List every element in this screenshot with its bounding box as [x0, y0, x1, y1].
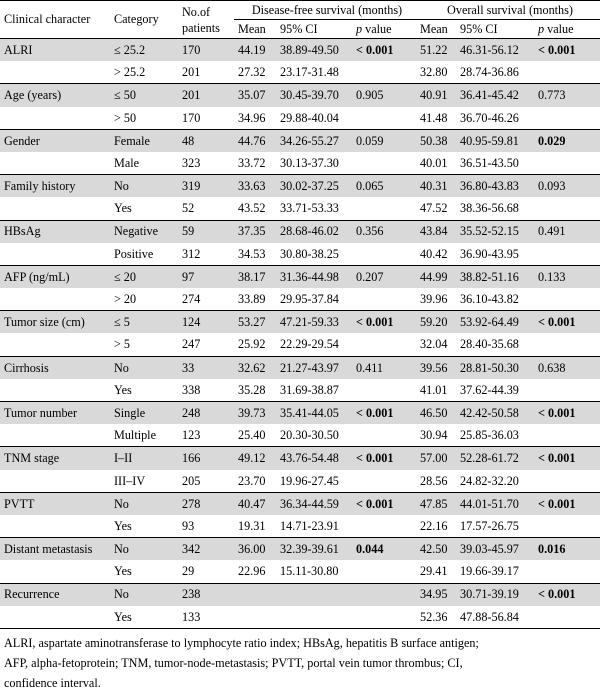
- cell-dfs-pvalue: [352, 515, 416, 538]
- cell-patients: 170: [178, 39, 234, 62]
- cell-os-mean: 46.50: [416, 402, 456, 425]
- cell-dfs-ci: 15.11-30.80: [280, 564, 339, 579]
- cell-os-mean: 39.56: [416, 356, 456, 379]
- cell-clinical-character: TNM stage: [0, 447, 110, 470]
- cell-dfs-ci: 43.76-54.48: [276, 447, 352, 470]
- cell-dfs-pvalue: [352, 424, 416, 447]
- cell-category: No: [110, 175, 178, 198]
- cell-os-pvalue: 0.093: [534, 175, 600, 198]
- cell-dfs-ci: 32.39-39.61: [276, 538, 352, 561]
- cell-category: I–II: [110, 447, 178, 470]
- cell-dfs-ci: 21.27-43.97: [276, 356, 352, 379]
- cell-dfs-mean: 27.32: [238, 65, 266, 80]
- cell-dfs-mean: 44.19: [234, 39, 276, 62]
- cell-clinical-character: Cirrhosis: [0, 356, 110, 379]
- table-row: [0, 39, 600, 62]
- cell-dfs-ci: 22.29-29.54: [280, 337, 339, 352]
- cell-patients: 278: [178, 492, 234, 515]
- cell-dfs-ci: 30.80-38.25: [280, 246, 339, 261]
- cell-dfs-mean: 38.17: [234, 265, 276, 288]
- cell-dfs-mean: 44.76: [234, 129, 276, 152]
- cell-dfs-ci: 28.68-46.02: [276, 220, 352, 243]
- cell-os-mean: 40.42: [420, 246, 448, 261]
- cell-os-mean: 32.04: [420, 337, 448, 352]
- table-row: [0, 197, 600, 220]
- cell-os-ci: 35.52-52.15: [456, 220, 534, 243]
- table-row: [0, 379, 600, 402]
- cell-dfs-ci: 23.17-31.48: [280, 65, 339, 80]
- cell-os-pvalue: [534, 606, 600, 629]
- cell-os-ci: 38.36-56.68: [460, 201, 519, 216]
- cell-category: Yes: [114, 382, 132, 397]
- cell-os-ci: 17.57-26.75: [460, 518, 519, 533]
- cell-os-mean: 59.20: [416, 311, 456, 334]
- cell-os-mean: 52.36: [416, 606, 456, 629]
- cell-os-pvalue: < 0.001: [534, 447, 600, 470]
- cell-os-pvalue: 0.016: [534, 538, 600, 561]
- cell-patients: 248: [178, 402, 234, 425]
- cell-patients: 48: [178, 129, 234, 152]
- cell-os-ci: 36.51-43.50: [460, 155, 519, 170]
- header-patients-line1: No.of: [182, 4, 211, 19]
- cell-patients: 123: [182, 428, 201, 443]
- cell-dfs-ci: 29.88-40.04: [280, 110, 339, 125]
- cell-clinical-character: Age (years): [0, 84, 110, 107]
- header-os-mean: Mean: [416, 20, 456, 39]
- cell-os-pvalue: < 0.001: [534, 583, 600, 606]
- cell-os-ci: 30.71-39.19: [456, 583, 534, 606]
- cell-os-mean: 40.91: [416, 84, 456, 107]
- cell-category: ≤ 50: [110, 84, 178, 107]
- cell-os-mean: 41.48: [420, 110, 448, 125]
- cell-os-ci: 40.95-59.81: [456, 129, 534, 152]
- cell-dfs-mean: [234, 606, 276, 629]
- cell-patients: 133: [178, 606, 234, 629]
- cell-category: Positive: [114, 246, 154, 261]
- cell-dfs-pvalue: < 0.001: [352, 39, 416, 62]
- cell-clinical-character: [0, 197, 110, 220]
- cell-dfs-ci: 29.95-37.84: [280, 292, 339, 307]
- cell-os-mean: 22.16: [420, 518, 448, 533]
- cell-patients: 323: [182, 155, 201, 170]
- cell-clinical-character: [0, 107, 110, 130]
- cell-dfs-mean: 35.07: [234, 84, 276, 107]
- cell-os-pvalue: [534, 243, 600, 266]
- cell-category: III–IV: [114, 473, 146, 488]
- cell-patients: 312: [182, 246, 201, 261]
- cell-os-ci: 47.88-56.84: [456, 606, 534, 629]
- header-os-ci: 95% CI: [456, 20, 534, 39]
- cell-os-ci: 28.74-36.86: [460, 65, 519, 80]
- cell-os-pvalue: < 0.001: [534, 39, 600, 62]
- cell-os-ci: 25.85-36.03: [460, 428, 519, 443]
- cell-os-pvalue: 0.638: [534, 356, 600, 379]
- cell-patients: 274: [182, 292, 201, 307]
- table-row: [0, 243, 600, 266]
- cell-dfs-mean: 36.00: [234, 538, 276, 561]
- cell-os-ci: 46.31-56.12: [456, 39, 534, 62]
- cell-os-ci: 36.41-45.42: [456, 84, 534, 107]
- header-dfs-p: p: [356, 21, 363, 36]
- cell-dfs-ci: 47.21-59.33: [276, 311, 352, 334]
- table-row: [0, 515, 600, 538]
- cell-patients: 238: [178, 583, 234, 606]
- cell-dfs-ci: 38.89-49.50: [276, 39, 352, 62]
- table-row: [0, 470, 600, 493]
- footnote-line-2: AFP, alpha-fetoprotein; TNM, tumor-node-metastasis; PVTT, portal vein tumor thrombus; CI,: [4, 655, 463, 670]
- cell-dfs-pvalue: 0.411: [352, 356, 416, 379]
- cell-dfs-pvalue: 0.065: [352, 175, 416, 198]
- cell-clinical-character: [0, 61, 110, 84]
- cell-dfs-mean: 23.70: [238, 473, 266, 488]
- cell-clinical-character: Family history: [0, 175, 110, 198]
- cell-os-pvalue: 0.029: [534, 129, 600, 152]
- table-row: [0, 152, 600, 175]
- cell-os-mean: 44.99: [416, 265, 456, 288]
- cell-os-ci: 38.82-51.16: [456, 265, 534, 288]
- table-row: [0, 61, 600, 84]
- header-os-p: p: [538, 21, 545, 36]
- cell-os-mean: 42.50: [416, 538, 456, 561]
- header-os-value-word: value: [544, 21, 574, 36]
- cell-dfs-ci: 30.13-37.30: [280, 155, 339, 170]
- table-row: [0, 265, 600, 288]
- cell-patients: 247: [182, 337, 201, 352]
- header-dfs-value-word: value: [362, 21, 392, 36]
- table-row: [0, 84, 600, 107]
- cell-category: Female: [110, 129, 178, 152]
- cell-dfs-mean: 22.96: [238, 564, 266, 579]
- cell-dfs-pvalue: 0.059: [352, 129, 416, 152]
- cell-clinical-character: [0, 606, 110, 629]
- cell-category: Yes: [114, 518, 132, 533]
- cell-category: ≤ 5: [110, 311, 178, 334]
- cell-os-mean: 47.85: [416, 492, 456, 515]
- cell-clinical-character: [0, 243, 110, 266]
- cell-os-pvalue: [534, 470, 600, 493]
- cell-dfs-ci: [276, 606, 352, 629]
- cell-dfs-pvalue: < 0.001: [352, 492, 416, 515]
- cell-os-mean: 51.22: [416, 39, 456, 62]
- table-row: [0, 333, 600, 356]
- cell-dfs-mean: 40.47: [234, 492, 276, 515]
- cell-clinical-character: [0, 288, 110, 311]
- table-body: [0, 39, 600, 629]
- cell-clinical-character: [0, 424, 110, 447]
- cell-category: > 5: [114, 337, 131, 352]
- cell-dfs-mean: 25.92: [238, 337, 266, 352]
- cell-patients: 319: [178, 175, 234, 198]
- cell-dfs-mean: 34.53: [238, 246, 266, 261]
- cell-os-pvalue: 0.773: [534, 84, 600, 107]
- cell-dfs-mean: 49.12: [234, 447, 276, 470]
- table-row: [0, 288, 600, 311]
- cell-dfs-ci: 33.71-53.33: [280, 201, 339, 216]
- table-row: [0, 129, 600, 152]
- cell-dfs-ci: 35.41-44.05: [276, 402, 352, 425]
- cell-dfs-pvalue: [352, 606, 416, 629]
- header-os: Overall survival (months): [416, 1, 600, 20]
- cell-os-ci: 36.90-43.95: [460, 246, 519, 261]
- cell-dfs-mean: 37.35: [234, 220, 276, 243]
- cell-patients: 338: [182, 382, 201, 397]
- cell-category: Multiple: [114, 428, 156, 443]
- cell-patients: 29: [182, 564, 195, 579]
- table-row: [0, 220, 600, 243]
- cell-dfs-pvalue: [352, 379, 416, 402]
- cell-dfs-pvalue: [352, 243, 416, 266]
- cell-os-mean: 32.80: [420, 65, 448, 80]
- cell-os-mean: 57.00: [416, 447, 456, 470]
- cell-dfs-pvalue: < 0.001: [352, 447, 416, 470]
- cell-clinical-character: [0, 470, 110, 493]
- cell-dfs-ci: 31.69-38.87: [280, 382, 339, 397]
- cell-dfs-ci: 36.34-44.59: [276, 492, 352, 515]
- cell-dfs-ci: 14.71-23.91: [280, 518, 339, 533]
- cell-clinical-character: ALRI: [0, 39, 110, 62]
- cell-clinical-character: Recurrence: [0, 583, 110, 606]
- cell-patients: 201: [178, 84, 234, 107]
- table-row: [0, 402, 600, 425]
- cell-category: No: [110, 583, 178, 606]
- cell-clinical-character: [0, 152, 110, 175]
- cell-dfs-pvalue: [352, 333, 416, 356]
- cell-category: > 20: [114, 292, 137, 307]
- cell-os-ci: 44.01-51.70: [456, 492, 534, 515]
- cell-clinical-character: Distant metastasis: [0, 538, 110, 561]
- cell-os-mean: 43.84: [416, 220, 456, 243]
- cell-category: No: [110, 538, 178, 561]
- cell-dfs-ci: 31.36-44.98: [276, 265, 352, 288]
- cell-os-ci: 36.80-43.83: [456, 175, 534, 198]
- cell-dfs-mean: 43.52: [238, 201, 266, 216]
- cell-dfs-pvalue: 0.905: [352, 84, 416, 107]
- header-category: Category: [110, 1, 178, 39]
- header-patients: [178, 1, 234, 39]
- table-row: [0, 538, 600, 561]
- cell-dfs-pvalue: [352, 107, 416, 130]
- cell-os-pvalue: [534, 197, 600, 220]
- cell-dfs-mean: 33.72: [238, 155, 266, 170]
- cell-os-pvalue: [534, 560, 600, 583]
- cell-os-ci: 24.82-32.20: [460, 473, 519, 488]
- cell-os-pvalue: [534, 333, 600, 356]
- cell-patients: 33: [178, 356, 234, 379]
- cell-category: > 50: [114, 110, 137, 125]
- cell-patients: 52: [182, 201, 195, 216]
- cell-clinical-character: [0, 515, 110, 538]
- cell-dfs-pvalue: < 0.001: [352, 311, 416, 334]
- cell-category: Yes: [110, 606, 178, 629]
- cell-dfs-ci: 30.45-39.70: [276, 84, 352, 107]
- table-row: [0, 583, 600, 606]
- header-dfs-pvalue: [352, 20, 416, 39]
- table-footnote: [0, 629, 600, 693]
- cell-category: Single: [110, 402, 178, 425]
- cell-dfs-mean: [234, 583, 276, 606]
- cell-dfs-ci: 19.96-27.45: [280, 473, 339, 488]
- cell-dfs-ci: [276, 583, 352, 606]
- cell-dfs-mean: 53.27: [234, 311, 276, 334]
- header-dfs: Disease-free survival (months): [234, 1, 416, 20]
- cell-dfs-mean: 35.28: [238, 382, 266, 397]
- table-row: [0, 356, 600, 379]
- cell-clinical-character: AFP (ng/mL): [0, 265, 110, 288]
- cell-dfs-mean: 25.40: [238, 428, 266, 443]
- header-dfs-mean: Mean: [234, 20, 276, 39]
- table-row: [0, 447, 600, 470]
- cell-clinical-character: [0, 560, 110, 583]
- cell-os-pvalue: [534, 515, 600, 538]
- cell-patients: 93: [182, 518, 195, 533]
- table-row: [0, 560, 600, 583]
- header-os-pvalue: [534, 20, 600, 39]
- table-row: [0, 107, 600, 130]
- cell-patients: 124: [178, 311, 234, 334]
- cell-os-pvalue: < 0.001: [534, 311, 600, 334]
- cell-dfs-pvalue: 0.356: [352, 220, 416, 243]
- cell-dfs-mean: 34.96: [238, 110, 266, 125]
- cell-os-pvalue: [534, 424, 600, 447]
- cell-category: Yes: [114, 564, 132, 579]
- cell-os-pvalue: < 0.001: [534, 492, 600, 515]
- cell-os-ci: 53.92-64.49: [456, 311, 534, 334]
- cell-dfs-pvalue: < 0.001: [352, 402, 416, 425]
- table-row: [0, 311, 600, 334]
- cell-clinical-character: Gender: [0, 129, 110, 152]
- cell-patients: 170: [182, 110, 201, 125]
- table-row: [0, 606, 600, 629]
- cell-patients: 201: [182, 65, 201, 80]
- cell-patients: 205: [182, 473, 201, 488]
- table-row: [0, 175, 600, 198]
- cell-os-mean: 39.96: [420, 292, 448, 307]
- cell-os-pvalue: 0.133: [534, 265, 600, 288]
- cell-os-ci: 28.81-50.30: [456, 356, 534, 379]
- cell-dfs-pvalue: [352, 197, 416, 220]
- cell-os-pvalue: [534, 379, 600, 402]
- cell-clinical-character: Tumor size (cm): [0, 311, 110, 334]
- cell-clinical-character: PVTT: [0, 492, 110, 515]
- cell-patients: 97: [178, 265, 234, 288]
- cell-patients: 59: [178, 220, 234, 243]
- cell-os-ci: 37.62-44.39: [460, 382, 519, 397]
- cell-os-mean: 34.95: [416, 583, 456, 606]
- cell-dfs-pvalue: [352, 583, 416, 606]
- table-row: [0, 424, 600, 447]
- cell-os-pvalue: < 0.001: [534, 402, 600, 425]
- cell-category: ≤ 20: [110, 265, 178, 288]
- cell-os-pvalue: [534, 61, 600, 84]
- cell-clinical-character: [0, 333, 110, 356]
- table-row: [0, 492, 600, 515]
- cell-dfs-pvalue: 0.044: [352, 538, 416, 561]
- cell-os-ci: 39.03-45.97: [456, 538, 534, 561]
- cell-os-pvalue: [534, 152, 600, 175]
- footnote-line-3: confidence interval.: [4, 675, 101, 690]
- cell-clinical-character: HBsAg: [0, 220, 110, 243]
- cell-os-ci: 19.66-39.17: [460, 564, 519, 579]
- cell-dfs-ci: 20.30-30.50: [280, 428, 339, 443]
- cell-category: Male: [114, 155, 140, 170]
- cell-os-mean: 47.52: [420, 201, 448, 216]
- cell-dfs-pvalue: [352, 560, 416, 583]
- cell-category: No: [110, 492, 178, 515]
- cell-dfs-pvalue: [352, 470, 416, 493]
- cell-dfs-mean: 32.62: [234, 356, 276, 379]
- cell-dfs-pvalue: 0.207: [352, 265, 416, 288]
- cell-clinical-character: [0, 379, 110, 402]
- cell-dfs-pvalue: [352, 152, 416, 175]
- cell-dfs-mean: 19.31: [238, 518, 266, 533]
- header-dfs-ci: 95% CI: [276, 20, 352, 39]
- cell-category: > 25.2: [114, 65, 146, 80]
- cell-patients: 342: [178, 538, 234, 561]
- cell-dfs-mean: 33.89: [238, 292, 266, 307]
- cell-os-mean: 30.94: [420, 428, 448, 443]
- cell-os-ci: 36.70-46.26: [460, 110, 519, 125]
- cell-clinical-character: Tumor number: [0, 402, 110, 425]
- cell-patients: 166: [178, 447, 234, 470]
- cell-dfs-ci: 34.26-55.27: [276, 129, 352, 152]
- cell-os-pvalue: [534, 288, 600, 311]
- cell-os-mean: 50.38: [416, 129, 456, 152]
- cell-os-pvalue: 0.491: [534, 220, 600, 243]
- cell-os-ci: 42.42-50.58: [456, 402, 534, 425]
- cell-category: No: [110, 356, 178, 379]
- cell-os-mean: 28.56: [420, 473, 448, 488]
- cell-os-mean: 40.31: [416, 175, 456, 198]
- cell-dfs-ci: 30.02-37.25: [276, 175, 352, 198]
- cell-category: ≤ 25.2: [110, 39, 178, 62]
- cell-os-mean: 40.01: [420, 155, 448, 170]
- cell-os-ci: 36.10-43.82: [460, 292, 519, 307]
- footnote-line-1: ALRI, aspartate aminotransferase to lymphocyte ratio index; HBsAg, hepatitis B surface antigen;: [4, 635, 479, 650]
- header-patients-line2: patients: [182, 20, 220, 35]
- cell-dfs-mean: 33.63: [234, 175, 276, 198]
- cell-os-mean: 41.01: [420, 382, 448, 397]
- cell-os-ci: 28.40-35.68: [460, 337, 519, 352]
- cell-os-ci: 52.28-61.72: [456, 447, 534, 470]
- cell-dfs-pvalue: [352, 61, 416, 84]
- cell-category: Negative: [110, 220, 178, 243]
- cell-dfs-mean: 39.73: [234, 402, 276, 425]
- cell-os-pvalue: [534, 107, 600, 130]
- header-clinical-character: Clinical character: [0, 1, 110, 39]
- cell-dfs-pvalue: [352, 288, 416, 311]
- cell-os-mean: 29.41: [420, 564, 448, 579]
- cell-category: Yes: [114, 201, 132, 216]
